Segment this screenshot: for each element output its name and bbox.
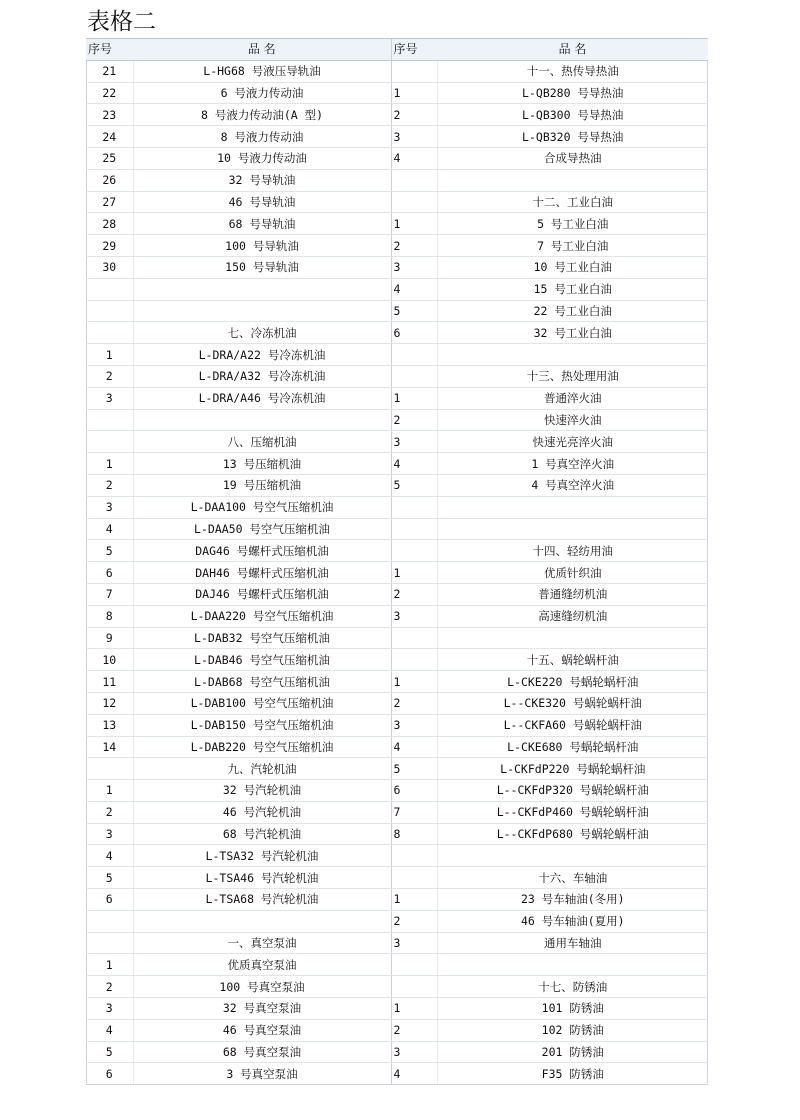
table-row — [86, 278, 708, 300]
section-heading-left: 七、冷冻机油 — [133, 322, 391, 344]
cell-no-left: 4 — [86, 518, 133, 540]
cell-no-left: 4 — [86, 1019, 133, 1041]
cell-no-left: 11 — [86, 671, 133, 693]
table-row — [86, 169, 708, 191]
cell-no-right: 5 — [391, 758, 437, 780]
cell-name-left: 100 号真空泵油 — [133, 976, 391, 998]
cell-name-left: 6 号液力传动油 — [133, 82, 391, 104]
cell-no-right: 3 — [391, 714, 437, 736]
cell-no-left: 3 — [86, 823, 133, 845]
cell-no-right: 2 — [391, 583, 437, 605]
cell-name-right: L--CKFdP680 号蜗轮蜗杆油 — [437, 823, 708, 845]
cell-name-left: DAG46 号螺杆式压缩机油 — [133, 540, 391, 562]
cell-name-left: 46 号真空泵油 — [133, 1019, 391, 1041]
header-name-right: 品 名 — [437, 39, 708, 61]
section-heading-right: 十五、蜗轮蜗杆油 — [437, 649, 708, 671]
table-row — [86, 104, 708, 126]
cell-no-left: 6 — [86, 1063, 133, 1085]
cell-name-right — [437, 627, 708, 649]
cell-no-left — [86, 932, 133, 954]
cell-name-left: L-DRA/A32 号冷冻机油 — [133, 365, 391, 387]
cell-no-left: 5 — [86, 540, 133, 562]
cell-no-left: 1 — [86, 954, 133, 976]
cell-no-right: 2 — [391, 910, 437, 932]
section-heading-left: 八、压缩机油 — [133, 431, 391, 453]
cell-no-left: 21 — [86, 60, 133, 82]
cell-no-right: 8 — [391, 823, 437, 845]
cell-no-right — [391, 365, 437, 387]
cell-name-right: 1 号真空淬火油 — [437, 453, 708, 475]
cell-name-right: 快速淬火油 — [437, 409, 708, 431]
table-row — [86, 191, 708, 213]
cell-no-left: 2 — [86, 801, 133, 823]
table-row — [86, 126, 708, 148]
cell-name-left: L-TSA46 号汽轮机油 — [133, 867, 391, 889]
cell-name-right: 101 防锈油 — [437, 998, 708, 1020]
table-body — [86, 60, 708, 1084]
table-row — [86, 649, 708, 671]
table-row — [86, 300, 708, 322]
cell-no-left: 5 — [86, 867, 133, 889]
cell-no-left — [86, 409, 133, 431]
cell-no-left: 3 — [86, 998, 133, 1020]
cell-name-right — [437, 845, 708, 867]
cell-no-right — [391, 496, 437, 518]
table-row — [86, 714, 708, 736]
cell-no-left: 6 — [86, 562, 133, 584]
cell-no-right: 1 — [391, 213, 437, 235]
section-heading-right: 十三、热处理用油 — [437, 365, 708, 387]
cell-name-right: 优质针织油 — [437, 562, 708, 584]
cell-no-right: 1 — [391, 998, 437, 1020]
cell-no-right: 3 — [391, 605, 437, 627]
cell-no-left: 14 — [86, 736, 133, 758]
cell-no-right — [391, 649, 437, 671]
cell-no-left: 24 — [86, 126, 133, 148]
cell-name-right — [437, 518, 708, 540]
cell-name-left: L-DAA220 号空气压缩机油 — [133, 605, 391, 627]
table-row — [86, 474, 708, 496]
cell-no-left: 10 — [86, 649, 133, 671]
cell-no-right: 1 — [391, 671, 437, 693]
cell-name-right: L-QB320 号导热油 — [437, 126, 708, 148]
header-row — [86, 39, 708, 61]
cell-no-right — [391, 169, 437, 191]
cell-name-right: 通用车轴油 — [437, 932, 708, 954]
table-row — [86, 605, 708, 627]
cell-name-left: L-TSA68 号汽轮机油 — [133, 889, 391, 911]
cell-no-right — [391, 627, 437, 649]
cell-no-left: 2 — [86, 474, 133, 496]
table-row — [86, 845, 708, 867]
cell-name-right: F35 防锈油 — [437, 1063, 708, 1085]
cell-no-right: 4 — [391, 147, 437, 169]
cell-no-right — [391, 954, 437, 976]
cell-no-right: 4 — [391, 1063, 437, 1085]
cell-no-left: 25 — [86, 147, 133, 169]
table-row — [86, 823, 708, 845]
cell-no-left — [86, 758, 133, 780]
table-row — [86, 867, 708, 889]
cell-no-right: 4 — [391, 278, 437, 300]
table-row — [86, 1019, 708, 1041]
table-row — [86, 496, 708, 518]
cell-name-right — [437, 169, 708, 191]
cell-no-left: 1 — [86, 344, 133, 366]
cell-name-right: 102 防锈油 — [437, 1019, 708, 1041]
cell-no-left — [86, 322, 133, 344]
header-name-left: 品 名 — [133, 39, 391, 61]
cell-no-left: 2 — [86, 976, 133, 998]
cell-no-right: 1 — [391, 387, 437, 409]
cell-no-right: 6 — [391, 322, 437, 344]
table-row — [86, 322, 708, 344]
cell-no-left — [86, 278, 133, 300]
cell-name-right: L--CKFA60 号蜗轮蜗杆油 — [437, 714, 708, 736]
cell-no-right: 2 — [391, 104, 437, 126]
table-row — [86, 910, 708, 932]
table-row — [86, 256, 708, 278]
cell-name-left: 150 号导轨油 — [133, 256, 391, 278]
cell-name-left: 10 号液力传动油 — [133, 147, 391, 169]
cell-name-right: L--CKFdP460 号蜗轮蜗杆油 — [437, 801, 708, 823]
table-row — [86, 1041, 708, 1063]
table-row — [86, 932, 708, 954]
table-row — [86, 147, 708, 169]
section-heading-left: 一、真空泵油 — [133, 932, 391, 954]
cell-name-left: 46 号导轨油 — [133, 191, 391, 213]
cell-name-right: 高速缝纫机油 — [437, 605, 708, 627]
table-row — [86, 671, 708, 693]
cell-name-left: L-DRA/A22 号冷冻机油 — [133, 344, 391, 366]
cell-name-right: 201 防锈油 — [437, 1041, 708, 1063]
cell-no-left: 3 — [86, 496, 133, 518]
cell-no-left: 29 — [86, 235, 133, 257]
cell-no-right — [391, 540, 437, 562]
cell-name-left: 68 号真空泵油 — [133, 1041, 391, 1063]
cell-name-left: L-DAB150 号空气压缩机油 — [133, 714, 391, 736]
cell-no-left: 8 — [86, 605, 133, 627]
table-row — [86, 736, 708, 758]
table-row — [86, 627, 708, 649]
table-row — [86, 976, 708, 998]
cell-no-right: 3 — [391, 932, 437, 954]
cell-no-right: 3 — [391, 126, 437, 148]
cell-name-right: 合成导热油 — [437, 147, 708, 169]
section-heading-right: 十一、热传导热油 — [437, 60, 708, 82]
cell-no-left: 3 — [86, 387, 133, 409]
table-row — [86, 583, 708, 605]
cell-no-left: 12 — [86, 692, 133, 714]
cell-no-right — [391, 191, 437, 213]
cell-no-right: 1 — [391, 82, 437, 104]
cell-no-right — [391, 344, 437, 366]
cell-no-left: 4 — [86, 845, 133, 867]
cell-name-right: 32 号工业白油 — [437, 322, 708, 344]
cell-name-right: L--CKE320 号蜗轮蜗杆油 — [437, 692, 708, 714]
cell-no-right: 2 — [391, 235, 437, 257]
cell-no-left: 30 — [86, 256, 133, 278]
table-row — [86, 540, 708, 562]
cell-no-right: 3 — [391, 256, 437, 278]
header-no-right: 序号 — [391, 39, 437, 61]
cell-name-right — [437, 496, 708, 518]
cell-name-left: 100 号导轨油 — [133, 235, 391, 257]
table-row — [86, 780, 708, 802]
cell-no-right: 1 — [391, 562, 437, 584]
cell-no-right: 3 — [391, 1041, 437, 1063]
cell-name-left: L-HG68 号液压导轨油 — [133, 60, 391, 82]
cell-name-left: DAJ46 号螺杆式压缩机油 — [133, 583, 391, 605]
table-row — [86, 801, 708, 823]
cell-name-right — [437, 344, 708, 366]
cell-no-right: 7 — [391, 801, 437, 823]
cell-name-right: 普通淬火油 — [437, 387, 708, 409]
product-table — [86, 38, 708, 1085]
cell-no-left: 6 — [86, 889, 133, 911]
cell-name-left: DAH46 号螺杆式压缩机油 — [133, 562, 391, 584]
cell-no-left — [86, 910, 133, 932]
cell-name-right: 23 号车轴油(冬用) — [437, 889, 708, 911]
table-row — [86, 60, 708, 82]
cell-no-right: 2 — [391, 1019, 437, 1041]
cell-name-left: 优质真空泵油 — [133, 954, 391, 976]
section-heading-right: 十二、工业白油 — [437, 191, 708, 213]
cell-name-right: 46 号车轴油(夏用) — [437, 910, 708, 932]
table-row — [86, 889, 708, 911]
cell-no-left: 13 — [86, 714, 133, 736]
cell-name-left: 13 号压缩机油 — [133, 453, 391, 475]
cell-name-right: 普通缝纫机油 — [437, 583, 708, 605]
cell-no-right: 3 — [391, 431, 437, 453]
cell-name-right: L-CKE680 号蜗轮蜗杆油 — [437, 736, 708, 758]
section-heading-right: 十六、车轴油 — [437, 867, 708, 889]
cell-name-left: L-DAB68 号空气压缩机油 — [133, 671, 391, 693]
cell-name-left: 32 号汽轮机油 — [133, 780, 391, 802]
cell-no-left — [86, 300, 133, 322]
cell-name-left: 68 号汽轮机油 — [133, 823, 391, 845]
cell-no-right — [391, 867, 437, 889]
cell-no-right: 5 — [391, 300, 437, 322]
cell-no-left: 26 — [86, 169, 133, 191]
cell-name-left: L-DRA/A46 号冷冻机油 — [133, 387, 391, 409]
table-row — [86, 453, 708, 475]
cell-name-right: 15 号工业白油 — [437, 278, 708, 300]
cell-no-right: 2 — [391, 409, 437, 431]
cell-name-left — [133, 910, 391, 932]
cell-no-left: 2 — [86, 365, 133, 387]
cell-name-right — [437, 954, 708, 976]
table-row — [86, 344, 708, 366]
cell-name-left — [133, 278, 391, 300]
cell-name-right: L-QB300 号导热油 — [437, 104, 708, 126]
table-row — [86, 562, 708, 584]
table-row — [86, 431, 708, 453]
table-row — [86, 1063, 708, 1085]
cell-name-left: L-DAB46 号空气压缩机油 — [133, 649, 391, 671]
cell-name-left: 32 号导轨油 — [133, 169, 391, 191]
table-row — [86, 409, 708, 431]
cell-no-left — [86, 431, 133, 453]
cell-no-right: 5 — [391, 474, 437, 496]
table-row — [86, 82, 708, 104]
cell-name-left: L-DAA50 号空气压缩机油 — [133, 518, 391, 540]
section-heading-right: 十七、防锈油 — [437, 976, 708, 998]
cell-no-right — [391, 976, 437, 998]
cell-name-left: 68 号导轨油 — [133, 213, 391, 235]
cell-no-right: 4 — [391, 453, 437, 475]
cell-no-left: 1 — [86, 780, 133, 802]
cell-name-right: L-CKFdP220 号蜗轮蜗杆油 — [437, 758, 708, 780]
section-heading-right: 十四、轻纺用油 — [437, 540, 708, 562]
cell-no-right: 6 — [391, 780, 437, 802]
cell-name-left: L-DAB220 号空气压缩机油 — [133, 736, 391, 758]
cell-name-left: 3 号真空泵油 — [133, 1063, 391, 1085]
cell-name-left: 8 号液力传动油(A 型) — [133, 104, 391, 126]
cell-no-left: 27 — [86, 191, 133, 213]
cell-name-right: 快速光亮淬火油 — [437, 431, 708, 453]
cell-no-right: 4 — [391, 736, 437, 758]
cell-name-left: L-TSA32 号汽轮机油 — [133, 845, 391, 867]
cell-name-right: 10 号工业白油 — [437, 256, 708, 278]
page-title: 表格二 — [87, 9, 156, 35]
cell-name-left — [133, 409, 391, 431]
cell-no-left: 23 — [86, 104, 133, 126]
cell-name-left: L-DAB32 号空气压缩机油 — [133, 627, 391, 649]
cell-no-left: 1 — [86, 453, 133, 475]
table-row — [86, 758, 708, 780]
cell-no-left: 7 — [86, 583, 133, 605]
header-no-left: 序号 — [86, 39, 133, 61]
cell-name-left: 46 号汽轮机油 — [133, 801, 391, 823]
cell-name-right: L-QB280 号导热油 — [437, 82, 708, 104]
cell-no-left: 9 — [86, 627, 133, 649]
cell-name-left: 32 号真空泵油 — [133, 998, 391, 1020]
table-row — [86, 387, 708, 409]
cell-no-left: 28 — [86, 213, 133, 235]
section-heading-left: 九、汽轮机油 — [133, 758, 391, 780]
cell-name-right: 22 号工业白油 — [437, 300, 708, 322]
cell-no-left: 5 — [86, 1041, 133, 1063]
cell-name-left: 19 号压缩机油 — [133, 474, 391, 496]
cell-no-left: 22 — [86, 82, 133, 104]
cell-no-right — [391, 518, 437, 540]
cell-name-right: 7 号工业白油 — [437, 235, 708, 257]
cell-name-right: 4 号真空淬火油 — [437, 474, 708, 496]
table-row — [86, 998, 708, 1020]
cell-name-left: L-DAA100 号空气压缩机油 — [133, 496, 391, 518]
cell-no-right — [391, 60, 437, 82]
cell-name-right: 5 号工业白油 — [437, 213, 708, 235]
cell-name-right: L--CKFdP320 号蜗轮蜗杆油 — [437, 780, 708, 802]
table-row — [86, 692, 708, 714]
cell-name-left — [133, 300, 391, 322]
table-row — [86, 518, 708, 540]
cell-name-right: L-CKE220 号蜗轮蜗杆油 — [437, 671, 708, 693]
cell-no-right: 2 — [391, 692, 437, 714]
cell-no-right — [391, 845, 437, 867]
cell-no-right: 1 — [391, 889, 437, 911]
cell-name-left: 8 号液力传动油 — [133, 126, 391, 148]
table-row — [86, 213, 708, 235]
table-row — [86, 235, 708, 257]
table-row — [86, 365, 708, 387]
table-row — [86, 954, 708, 976]
cell-name-left: L-DAB100 号空气压缩机油 — [133, 692, 391, 714]
